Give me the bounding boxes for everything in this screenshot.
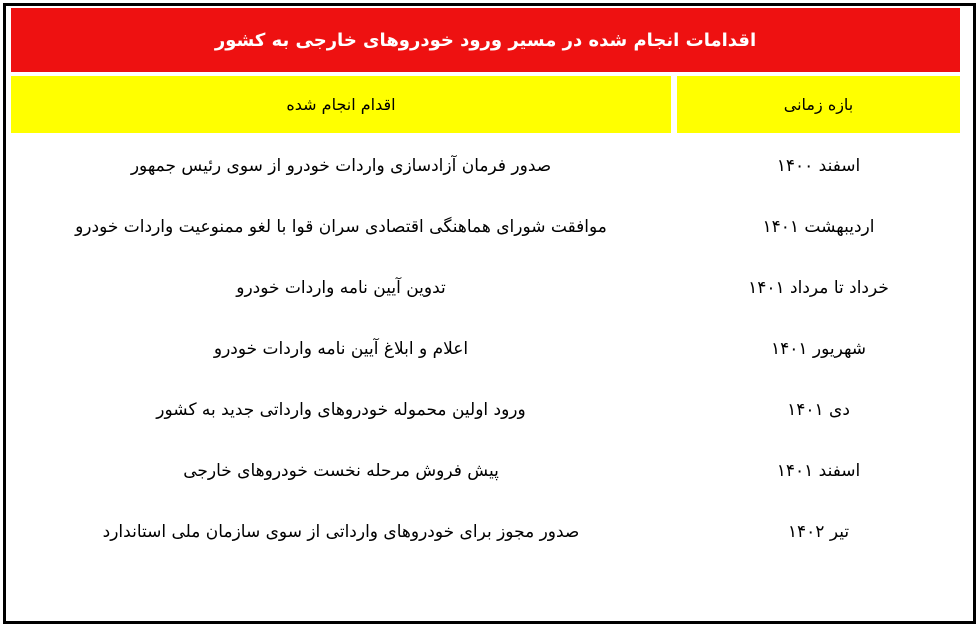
action-cell: اعلام و ابلاغ آیین نامه واردات خودرو (213, 338, 469, 359)
header-action-label: اقدام انجام شده (286, 95, 396, 114)
table-row (11, 135, 960, 196)
table-row (11, 440, 960, 501)
action-cell: ورود اولین محموله خودروهای وارداتی جدید به کشور (156, 399, 526, 420)
table-body (11, 135, 960, 562)
table-row (11, 196, 960, 257)
period-cell: اسفند ۱۴۰۱ (776, 460, 861, 481)
action-cell: صدور فرمان آزادسازی واردات خودرو از سوی رئیس جمهور (130, 155, 552, 176)
action-cell: تدوین آیین نامه واردات خودرو (236, 277, 446, 298)
table-title: اقدامات انجام شده در مسیر ورود خودروهای خارجی به کشور (214, 29, 757, 51)
period-cell: تیر ۱۴۰۲ (787, 521, 850, 542)
action-cell: پیش فروش مرحله نخست خودروهای خارجی (183, 460, 499, 481)
period-cell: شهریور ۱۴۰۱ (770, 338, 867, 359)
period-cell: اردیبهشت ۱۴۰۱ (762, 216, 875, 237)
header-period-label: بازه زمانی (783, 95, 854, 114)
period-cell: خرداد تا مرداد ۱۴۰۱ (748, 277, 889, 298)
period-cell: اسفند ۱۴۰۰ (776, 155, 861, 176)
action-cell: صدور مجوز برای خودروهای وارداتی از سوی سازمان ملی استاندارد (102, 521, 580, 542)
header-period (677, 76, 960, 133)
table-row (11, 257, 960, 318)
table-title-bar (11, 8, 960, 72)
header-action (11, 76, 671, 133)
table-row (11, 318, 960, 379)
table-row (11, 501, 960, 562)
table-row (11, 379, 960, 440)
action-cell: موافقت شورای هماهنگی اقتصادی سران قوا با لغو ممنوعیت واردات خودرو (75, 216, 607, 237)
period-cell: دی ۱۴۰۱ (787, 399, 850, 420)
